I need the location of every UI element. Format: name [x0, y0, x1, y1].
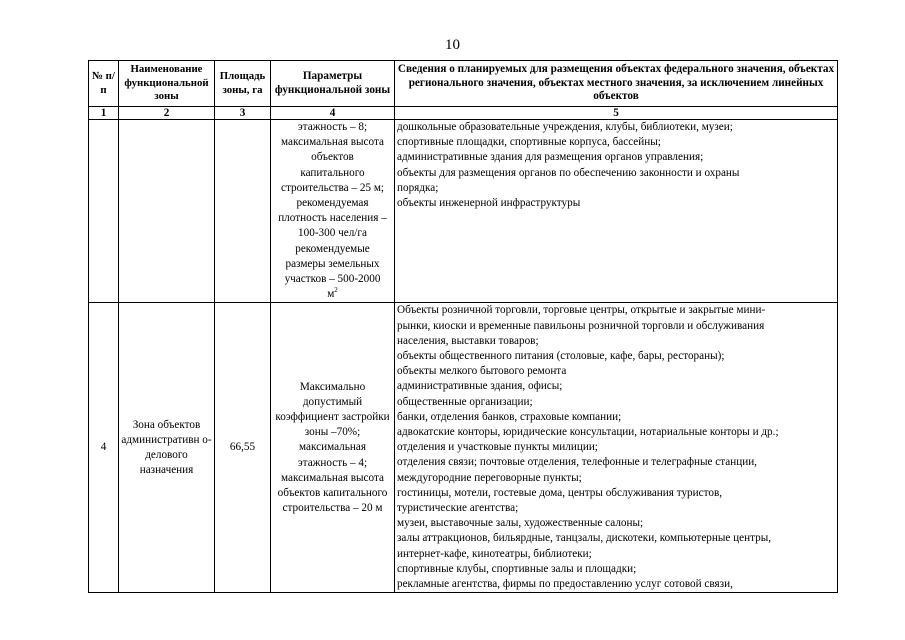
- objects-line: музеи, выставочные залы, художественные салоны;: [397, 517, 644, 530]
- objects-line: адвокатские конторы, юридические консультации, нотариальные конторы и др.;: [397, 426, 779, 439]
- cell-planned-objects: [395, 120, 838, 303]
- objects-line: Объекты розничной торговли, торговые центры, открытые и закрытые мини-: [397, 304, 766, 317]
- header-zone-name: Наименование функциональной зоны: [119, 61, 215, 107]
- cell-empty-area: [215, 120, 271, 303]
- table-header-row: [89, 61, 838, 107]
- objects-line: туристические агентства;: [397, 502, 519, 515]
- params-unit-exponent: 2: [334, 286, 338, 295]
- objects-line: отделения и участковые пункты милиции;: [397, 441, 598, 454]
- column-number: 1: [89, 107, 119, 120]
- params-line: строительства – 25 м;: [280, 181, 385, 194]
- cell-planned-objects: [395, 303, 838, 593]
- table-row-zone-4: [89, 303, 838, 593]
- column-number: 5: [395, 107, 838, 120]
- objects-line: спортивные площадки, спортивные корпуса, бассейны;: [397, 136, 661, 149]
- params-line: 100-300 чел/га: [298, 227, 367, 240]
- cell-empty-name: [119, 120, 215, 303]
- header-zone-area: Площадь зоны, га: [215, 61, 271, 107]
- objects-line: интернет-кафе, кинотеатры, библиотеки;: [397, 547, 592, 560]
- params-line: этажность – 8;: [297, 121, 368, 133]
- objects-line: объекты общественного питания (столовые, кафе, бары, рестораны);: [397, 350, 725, 363]
- params-line: рекомендуемые: [295, 242, 370, 255]
- objects-line: гостиницы, мотели, гостевые дома, центры обслуживания туристов,: [397, 486, 723, 499]
- header-number: № п/п: [89, 61, 119, 107]
- cell-zone-area: 66,55: [215, 303, 271, 593]
- cell-zone-name: Зона объектов административн о-делового назначения: [119, 303, 215, 593]
- params-unit: м: [327, 288, 335, 301]
- objects-line: банки, отделения банков, страховые компании;: [397, 410, 622, 423]
- objects-line: междугородние переговорные пункты;: [397, 471, 582, 484]
- table-row-continued: [89, 120, 838, 303]
- objects-line: спортивные клубы, спортивные залы и площадки;: [397, 562, 637, 575]
- objects-line: отделения связи; почтовые отделения, телефонные и телеграфные станции,: [397, 456, 757, 469]
- page-number: 10: [445, 37, 460, 53]
- column-number: 2: [119, 107, 215, 120]
- objects-line: населения, выставки товаров;: [397, 334, 539, 347]
- header-planned-objects: Сведения о планируемых для размещения объектах федерального значения, объектах регионального значения, объектах местного значения, за исключением линейных объектов: [395, 61, 838, 107]
- params-line: объектов: [311, 151, 354, 164]
- objects-line: объекты для размещения органов по обеспечению законности и охраны: [397, 166, 740, 179]
- objects-line: объекты мелкого бытового ремонта: [397, 365, 567, 378]
- objects-line: порядка;: [397, 181, 439, 194]
- cell-row-number: 4: [89, 303, 119, 593]
- params-line: капитального: [300, 166, 365, 179]
- objects-line: административные здания для размещения органов управления;: [397, 151, 704, 164]
- header-zone-params: Параметры функциональной зоны: [271, 61, 395, 107]
- cell-empty-number: [89, 120, 119, 303]
- params-line: плотность населения –: [278, 212, 387, 225]
- params-unit-line: [273, 287, 392, 302]
- zones-table: [88, 60, 838, 593]
- cell-zone-params: [271, 120, 395, 303]
- params-line: рекомендуемая: [296, 197, 369, 210]
- params-line: размеры земельных: [285, 257, 380, 270]
- objects-line: объекты инженерной инфраструктуры: [397, 197, 581, 210]
- objects-line: залы аттракционов, бильярдные, танцзалы, дискотеки, компьютерные центры,: [397, 532, 772, 545]
- column-number: 3: [215, 107, 271, 120]
- objects-line: административные здания, офисы;: [397, 380, 563, 393]
- objects-line: общественные организации;: [397, 395, 533, 408]
- objects-line: дошкольные образовательные учреждения, клубы, библиотеки, музеи;: [397, 121, 733, 133]
- params-line: максимальная высота: [281, 136, 384, 149]
- cell-zone-params: [271, 303, 395, 593]
- objects-line: рынки, киоски и временные павильоны розничной торговли и обслуживания: [397, 319, 765, 332]
- objects-line: рекламные агентства, фирмы по предоставлению услуг сотовой связи,: [397, 578, 733, 591]
- column-number-row: [89, 107, 838, 120]
- column-number: 4: [271, 107, 395, 120]
- params-line: участков – 500-2000: [284, 273, 381, 286]
- params-text: Максимально допустимый коэффициент застройки зоны –70%; максимальная этажность – 4; максимальная высота объектов капитального строительства – 20 м: [275, 380, 390, 515]
